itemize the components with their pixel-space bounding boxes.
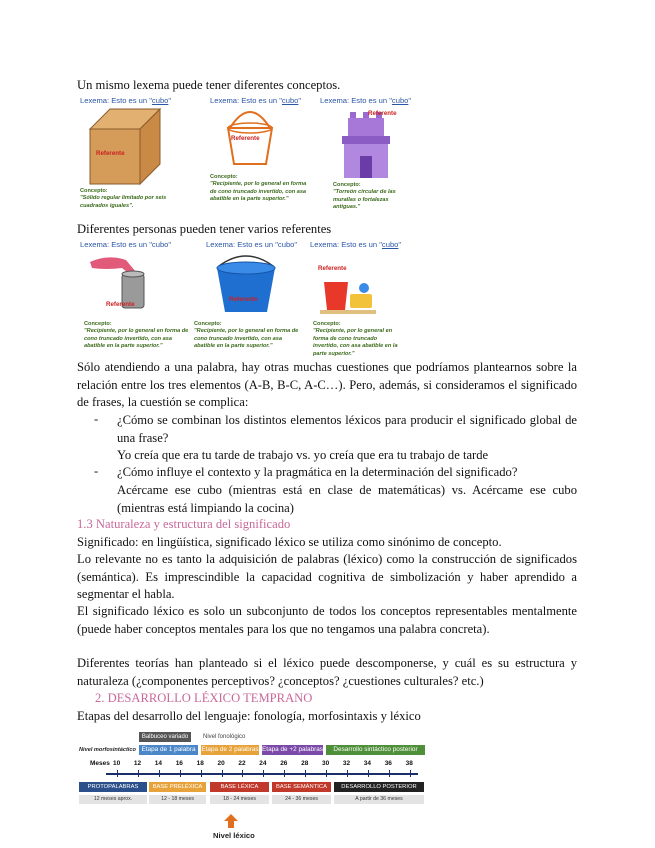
bullet-1-text: ¿Cómo se combinan los distintos elementos léxicos para producir el significado global de una frase? — [117, 413, 577, 445]
paragraph-significado: Significado: en lingüística, significado léxico se utiliza como sinónimo de concepto. — [77, 535, 502, 549]
age-lexical: 18 - 24 meses — [210, 795, 269, 804]
bullet-dash-1: - — [94, 412, 99, 426]
stage-later-development: DESARROLLO POSTERIOR — [334, 782, 424, 792]
fig1-referent-1: Referente — [96, 150, 125, 157]
month-tick-mark — [242, 770, 243, 777]
segment-two-words: Etapa de 2 palabras — [201, 746, 259, 753]
month-tick-mark — [201, 770, 202, 777]
age-protopalabras: 12 meses aprox. — [79, 795, 147, 804]
month-tick-mark — [368, 770, 369, 777]
phonological-label: Nivel fonológico — [203, 734, 246, 740]
stage-semantic: BASE SEMÁNTICA — [272, 782, 331, 792]
month-tick-mark — [222, 770, 223, 777]
heading-2: 2. DESARROLLO LÉXICO TEMPRANO — [95, 691, 313, 705]
section1-heading: Un mismo lexema puede tener diferentes conceptos. — [77, 78, 341, 92]
age-later-development: A partir de 36 meses — [334, 795, 424, 804]
segment-one-word: Etapa de 1 palabra — [139, 745, 198, 755]
stage-prelexical: BASE PRELÉXICA — [149, 782, 206, 792]
fig1-label-3: Lexema: Esto es un "cubo" — [320, 96, 412, 105]
month-tick: 20 — [217, 760, 225, 767]
up-arrow-icon — [223, 813, 239, 829]
fig1-concept-2: Concepto: "Recipiente, por lo general en forma de cono truncado invertido, con asa abatible en la parte superior." — [210, 174, 307, 203]
stage-protopalabras: PROTOPALABRAS — [79, 782, 147, 792]
month-tick: 38 — [405, 760, 413, 767]
month-tick-mark — [180, 770, 181, 777]
month-tick: 30 — [322, 760, 330, 767]
fig2-referent-2: Referente — [229, 296, 258, 303]
fig2-label-2: Lexema: Esto es un "cubo" — [206, 240, 298, 249]
fig1-referent-3: Referente — [368, 110, 397, 117]
month-tick-mark — [305, 770, 306, 777]
month-tick-mark — [347, 770, 348, 777]
fig2-referent-3: Referente — [318, 265, 347, 272]
fig2-concept-2: Concepto: "Recipiente, por lo general en forma de cono truncado invertido, con asa abatible en la parte superior." — [194, 321, 299, 350]
month-tick-mark — [410, 770, 411, 777]
paragraph-etapas: Etapas del desarrollo del lenguaje: fonología, morfosintaxis y léxico — [77, 709, 421, 723]
segment-later-syntax: Desarrollo sintáctico posterior — [326, 745, 425, 755]
paragraph-subconjunto: El significado léxico es solo un subconjunto de todos los conceptos representables mentalmente (puede haber conceptos mentales para los que no tengamos una palabra concreta). — [77, 604, 577, 636]
month-tick: 36 — [384, 760, 392, 767]
fig1-referent-2: Referente — [231, 135, 260, 142]
bullet-1-example: Yo creía que era tu tarde de trabajo vs. yo creía que era tu trabajo de tarde — [117, 448, 489, 462]
months-label: Meses — [90, 760, 110, 767]
bullet-2-text: ¿Cómo influye el contexto y la pragmática en la determinación del significado? — [117, 465, 518, 479]
babbling-box: Balbuceo variado — [139, 732, 191, 742]
age-semantic: 24 - 36 meses — [272, 795, 331, 804]
month-tick: 28 — [301, 760, 309, 767]
month-tick-mark — [159, 770, 160, 777]
month-tick: 24 — [259, 760, 267, 767]
fig2-label-3: Lexema: Esto es un "cubo" — [310, 240, 402, 249]
morphosyntactic-label: Nivel morfosintáctico — [79, 747, 136, 753]
fig2-label-1: Lexema: Esto es un "cubo" — [80, 240, 172, 249]
month-tick: 26 — [280, 760, 288, 767]
section2-heading: Diferentes personas pueden tener varios referentes — [77, 222, 332, 236]
paragraph-relevante: Lo relevante no es tanto la adquisición de palabras (léxico) como la construcción de significados (semántica). Es imprescindible la capacidad cognitiva de simbolización y haber aprendido a segmentar el habla. — [77, 552, 577, 601]
month-tick-mark — [138, 770, 139, 777]
heading-1-3: 1.3 Naturaleza y estructura del significado — [77, 517, 291, 531]
month-tick: 22 — [238, 760, 246, 767]
blue-bucket-image — [213, 254, 279, 316]
bullet-2-example: Acércame ese cubo (mientras está en clase de matemáticas) vs. Acércame ese cubo (mientras está limpiando la cocina) — [117, 483, 577, 515]
age-prelexical: 12 - 18 meses — [149, 795, 206, 804]
paragraph-teorias: Diferentes teorías han planteado si el léxico puede descomponerse, y cuál es su estructura y naturaleza (¿componentes perceptivos? ¿conceptos? ¿cuestiones culturales? etc.) — [77, 656, 577, 688]
bullet-dash-2: - — [94, 464, 99, 478]
timeline-axis — [106, 773, 418, 775]
toy-bucket-image — [318, 272, 378, 318]
fig2-concept-3: Concepto: "Recipiente, por lo general en forma de cono truncado invertido, con asa abatible en la parte superior." — [313, 321, 398, 357]
fig1-label-1: Lexema: Esto es un "cubo" — [80, 96, 172, 105]
paragraph-complexity: Sólo atendiendo a una palabra, hay otras muchas cuestiones que podríamos plantearnos sobre la relación entre los tres elementos (A-B, B-C, A-C…). Pero, además, si consideramos el significado de frases, la cuestión se complica: — [77, 360, 577, 409]
segment-more-words: Etapa de +2 palabras — [262, 746, 323, 753]
fig1-label-2: Lexema: Esto es un "cubo" — [210, 96, 302, 105]
month-tick: 10 — [113, 760, 121, 767]
month-tick-mark — [117, 770, 118, 777]
fig2-concept-1: Concepto: "Recipiente, por lo general en forma de cono truncado invertido, con asa abatible en la parte superior." — [84, 321, 189, 350]
fig2-referent-1: Referente — [106, 301, 135, 308]
fig1-concept-1: Concepto: "Sólido regular limitado por seis cuadrados iguales". — [80, 188, 167, 209]
month-tick: 14 — [154, 760, 163, 767]
fig1-concept-3: Concepto: "Torreón circular de las murallas o fortalezas antiguas." — [333, 182, 396, 211]
month-tick: 12 — [133, 760, 142, 767]
solid-cube-image — [80, 104, 170, 186]
month-tick-mark — [263, 770, 264, 777]
month-tick: 16 — [175, 760, 183, 767]
stage-lexical: BASE LÉXICA — [210, 782, 269, 792]
month-tick: 32 — [342, 760, 351, 767]
month-tick: 18 — [196, 760, 204, 767]
month-tick-mark — [284, 770, 285, 777]
lexical-level-label: Nivel léxico — [213, 831, 255, 840]
month-tick-mark — [326, 770, 327, 777]
month-tick: 34 — [363, 760, 372, 767]
month-tick-mark — [389, 770, 390, 777]
